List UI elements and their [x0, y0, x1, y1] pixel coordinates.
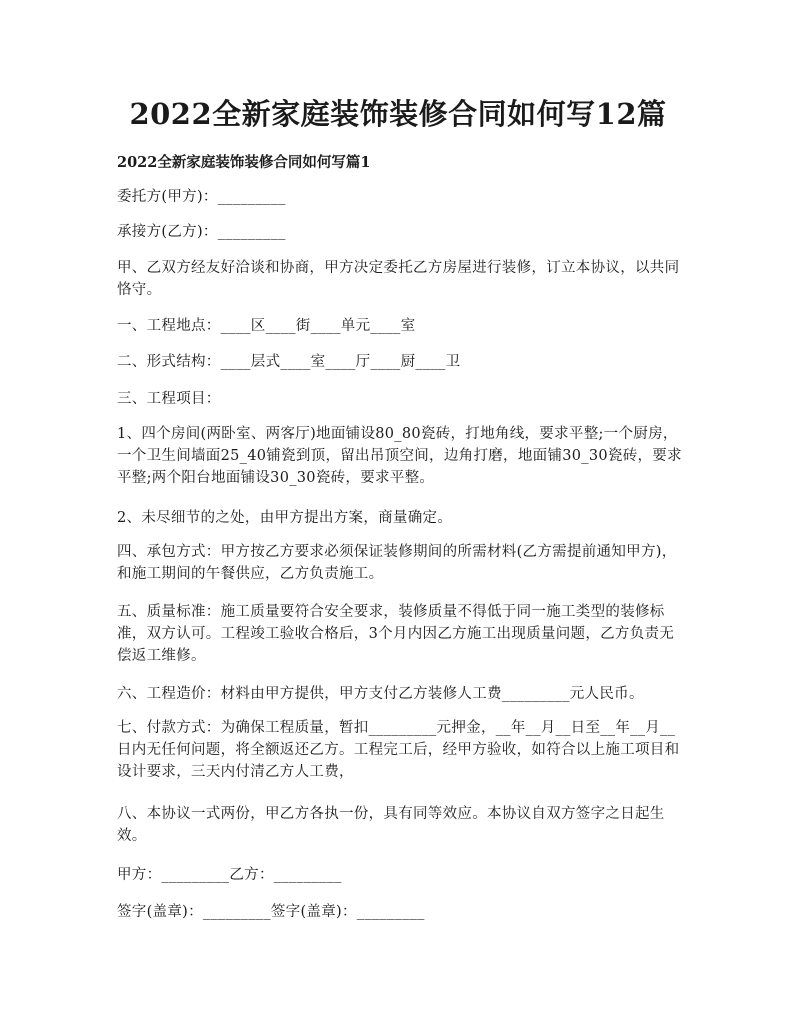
- clause-quality: 五、质量标准：施工质量要符合安全要求，装修质量不得低于同一施工类型的装修标准，双方认可。工程竣工验收合格后，3个月内因乙方施工出现质量问题，乙方负责无偿返工维修。: [117, 604, 675, 664]
- section-heading: 2022全新家庭装饰装修合同如何写篇1: [117, 154, 371, 171]
- clause-payment: 七、付款方式：为确保工程质量，暂扣_________元押金，__年__月__日至__年__月__日内无任何问题，将全额返还乙方。工程完工后，经甲方验收，如符合以上施工项目和设计要求，三天内付清乙方人工费，: [117, 720, 680, 780]
- clause-location: 一、工程地点：____区____街____单元____室: [117, 318, 416, 334]
- clause-item-2: 2、未尽细节的之处，由甲方提出方案，商量确定。: [117, 510, 453, 526]
- party-a-line: 委托方(甲方)：_________: [117, 189, 286, 205]
- document-title: 2022全新家庭装饰装修合同如何写12篇: [129, 97, 667, 131]
- preamble-paragraph: 甲、乙双方经友好洽谈和协商，甲方决定委托乙方房屋进行装修，订立本协议，以共同恪守。: [117, 260, 680, 298]
- clause-contract-mode: 四、承包方式：甲方按乙方要求必须保证装修期间的所需材料(乙方需提前通知甲方)，和施工期间的午餐供应，乙方负责施工。: [117, 544, 677, 582]
- signature-seals: 签字(盖章)：_________签字(盖章)：_________: [117, 904, 425, 920]
- clause-cost: 六、工程造价：材料由甲方提供，甲方支付乙方装修人工费_________元人民币。: [117, 686, 644, 702]
- clause-item-1: 1、四个房间(两卧室、两客厅)地面铺设80_80瓷砖，打地角线，要求平整;一个厨房，一个卫生间墙面25_40铺瓷到顶，留出吊顶空间，边角打磨，地面铺30_30瓷砖，要求平整;两个阳台地面铺设30_30瓷砖，要求平整。: [117, 426, 682, 486]
- clause-items-heading: 三、工程项目：: [117, 391, 221, 407]
- party-b-line: 承接方(乙方)：_________: [117, 224, 286, 240]
- clause-structure: 二、形式结构：____层式____室____厅____厨____卫: [117, 354, 461, 370]
- clause-copies: 八、本协议一式两份，甲乙方各执一份，具有同等效应。本协议自双方签字之日起生效。: [117, 806, 665, 844]
- signature-parties: 甲方：_________乙方：_________: [117, 867, 342, 883]
